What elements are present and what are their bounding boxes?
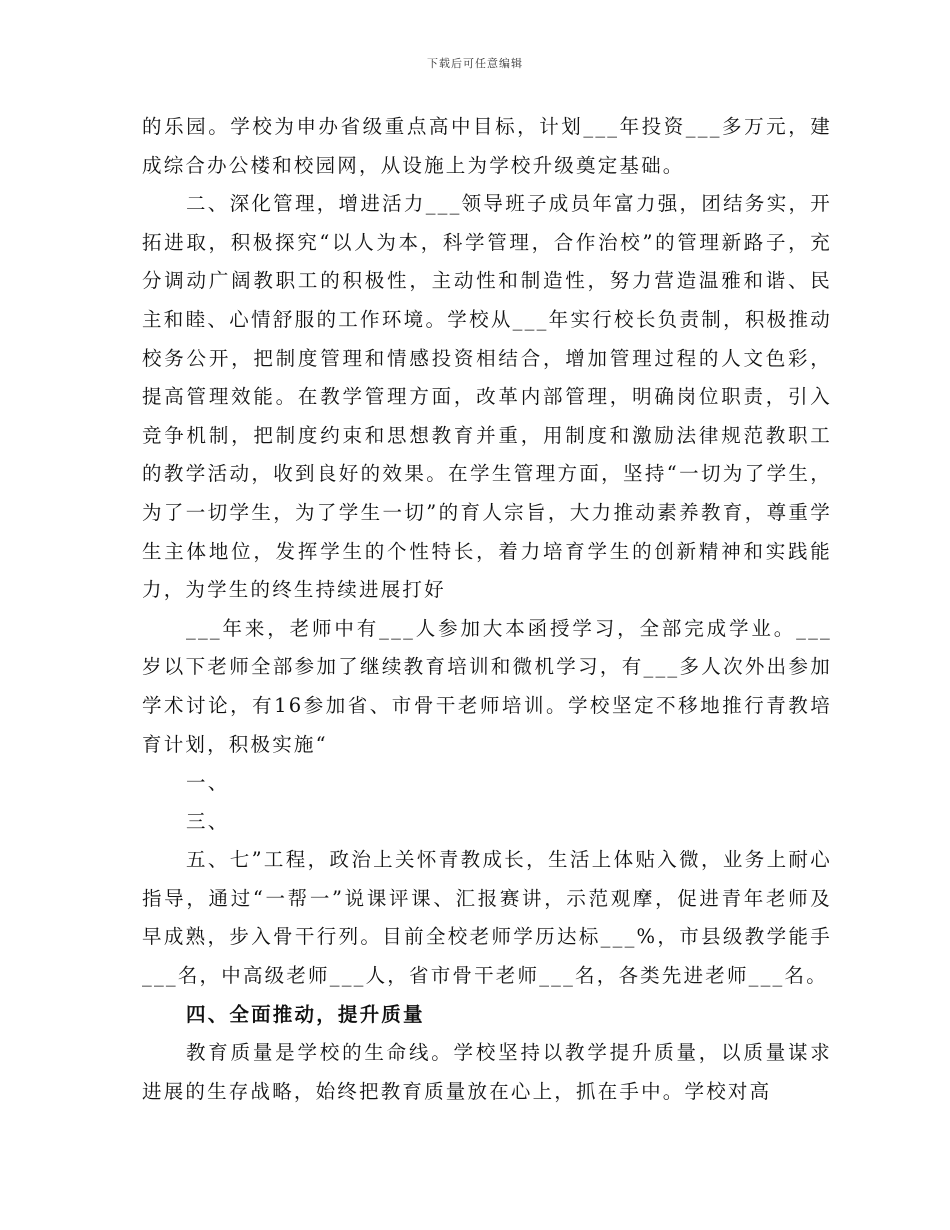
page-header-note: 下载后可任意编辑 bbox=[427, 57, 523, 70]
list-marker-3: 三、 bbox=[186, 809, 230, 833]
document-body bbox=[142, 108, 832, 1111]
paragraph-5: 教育质量是学校的生命线。学校坚持以教学提升质量，以质量谋求进展的生存战略，始终把教育质量放在心上，抓在手中。学校对高 bbox=[142, 1041, 832, 1103]
paragraph-1: 的乐园。学校为申办省级重点高中目标，计划___年投资___多万元，建成综合办公楼和校园网，从设施上为学校升级奠定基础。 bbox=[142, 115, 832, 177]
paragraph-4: 五、七”工程，政治上关怀青教成长，生活上体贴入微，业务上耐心指导，通过“一帮一”说课评课、汇报赛讲，示范观摩，促进青年老师及早成熟，步入骨干行列。目前全校老师学历达标___%，市县级教学能手___名，中高级老师___人，省市骨干老师___名，各类先进老师___名。 bbox=[142, 848, 832, 988]
paragraph-2: 二、深化管理，增进活力___领导班子成员年富力强，团结务实，开拓进取，积极探究“以人为本，科学管理，合作治校”的管理新路子，充分调动广阔教职工的积极性，主动性和制造性，努力营造温雅和谐、民主和睦、心情舒服的工作环境。学校从___年实行校长负责制，积极推动校务公开，把制度管理和情感投资相结合，增加管理过程的人文色彩，提高管理效能。在教学管理方面，改革内部管理，明确岗位职责，引入竞争机制，把制度约束和思想教育并重，用制度和激励法律规范教职工的教学活动，收到良好的效果。在学生管理方面，坚持“一切为了学生，为了一切学生，为了学生一切”的育人宗旨，大力推动素养教育，尊重学生主体地位，发挥学生的个性特长，着力培育学生的创新精神和实践能力，为学生的终生持续进展打好 bbox=[142, 192, 832, 602]
paragraph-3: ___年来，老师中有___人参加大本函授学习，全部完成学业。___岁以下老师全部参加了继续教育培训和微机学习，有___多人次外出参加学术讨论，有16参加省、市骨干老师培训。学校坚定不移地推行青教培育计划，积极实施“ bbox=[142, 616, 832, 756]
section-heading: 四、全面推动，提升质量 bbox=[186, 1002, 425, 1026]
list-marker-1: 一、 bbox=[186, 771, 230, 795]
